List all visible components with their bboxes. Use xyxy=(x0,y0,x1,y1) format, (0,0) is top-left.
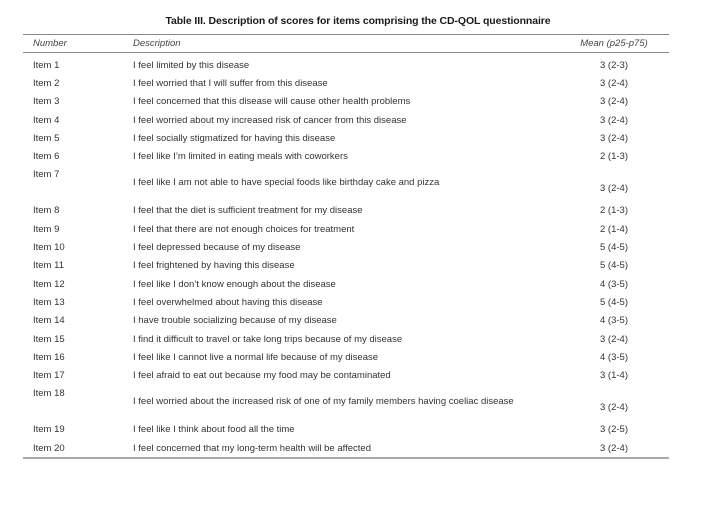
row-mean: 3 (2-4) xyxy=(600,401,628,413)
row-description: I feel that there are not enough choices for treatment xyxy=(133,223,355,235)
row-number: Item 19 xyxy=(33,424,65,436)
row-description: I feel concerned that my long-term health will be affected xyxy=(133,442,371,454)
row-description: I feel like I’m limited in eating meals with coworkers xyxy=(133,151,348,163)
row-mean: 5 (4-5) xyxy=(600,296,628,308)
row-mean: 5 (4-5) xyxy=(600,242,628,254)
header-description: Description xyxy=(133,38,181,49)
table-row xyxy=(23,275,669,293)
row-mean: 2 (1-3) xyxy=(600,205,628,217)
row-number: Item 3 xyxy=(33,96,60,108)
row-description: I feel limited by this disease xyxy=(133,59,250,71)
row-mean: 2 (1-4) xyxy=(600,223,628,235)
row-description: I feel like I don’t know enough about the disease xyxy=(133,278,336,290)
table-row xyxy=(23,202,669,220)
row-number: Item 14 xyxy=(33,315,65,327)
table-row xyxy=(23,330,669,348)
row-number: Item 1 xyxy=(33,59,60,71)
row-number: Item 20 xyxy=(33,442,65,454)
table-row xyxy=(23,366,669,384)
row-description: I feel worried about the increased risk of one of my family members having coeliac disease xyxy=(133,395,514,407)
row-mean: 3 (2-4) xyxy=(600,182,628,194)
row-description: I feel overwhelmed about having this disease xyxy=(133,296,323,308)
table-row xyxy=(23,93,669,111)
row-mean: 4 (3-5) xyxy=(600,278,628,290)
row-description: I feel afraid to eat out because my food may be contaminated xyxy=(133,370,391,382)
row-mean: 3 (2-3) xyxy=(600,59,628,71)
row-mean: 4 (3-5) xyxy=(600,351,628,363)
table-row xyxy=(23,147,669,165)
row-description: I feel like I think about food all the time xyxy=(133,424,295,436)
row-number: Item 4 xyxy=(33,114,60,126)
row-mean: 2 (1-3) xyxy=(600,151,628,163)
table-body xyxy=(23,56,669,457)
row-description: I feel socially stigmatized for having this disease xyxy=(133,132,336,144)
row-number: Item 6 xyxy=(33,151,60,163)
row-number: Item 8 xyxy=(33,205,60,217)
row-description: I find it difficult to travel or take long trips because of my disease xyxy=(133,333,403,345)
row-mean: 4 (3-5) xyxy=(600,315,628,327)
table-row xyxy=(23,74,669,92)
row-description: I feel concerned that this disease will cause other health problems xyxy=(133,96,411,108)
row-description: I feel worried that I will suffer from this disease xyxy=(133,77,328,89)
row-number: Item 5 xyxy=(33,132,60,144)
row-mean: 3 (2-4) xyxy=(600,333,628,345)
scores-table xyxy=(23,34,669,459)
table-row xyxy=(23,238,669,256)
row-description: I feel like I am not able to have special foods like birthday cake and pizza xyxy=(133,176,440,188)
row-number: Item 18 xyxy=(33,387,65,399)
table-row xyxy=(23,312,669,330)
row-description: I feel frightened by having this disease xyxy=(133,260,295,272)
row-mean: 5 (4-5) xyxy=(600,260,628,272)
table-row xyxy=(23,220,669,238)
table-row xyxy=(23,421,669,439)
row-description: I feel that the diet is sufficient treatment for my disease xyxy=(133,205,363,217)
row-mean: 3 (2-4) xyxy=(600,77,628,89)
row-description: I have trouble socializing because of my disease xyxy=(133,315,337,327)
row-number: Item 15 xyxy=(33,333,65,345)
header-mean: Mean (p25-p75) xyxy=(580,38,648,49)
table-row xyxy=(23,439,669,457)
row-number: Item 12 xyxy=(33,278,65,290)
row-description: I feel worried about my increased risk of cancer from this disease xyxy=(133,114,407,126)
row-number: Item 11 xyxy=(33,260,64,272)
table-row xyxy=(23,348,669,366)
row-number: Item 13 xyxy=(33,296,65,308)
row-mean: 3 (2-4) xyxy=(600,442,628,454)
table-row xyxy=(23,111,669,129)
row-mean: 3 (1-4) xyxy=(600,370,628,382)
row-mean: 3 (2-5) xyxy=(600,424,628,436)
table-row xyxy=(23,385,669,421)
row-number: Item 10 xyxy=(33,242,65,254)
row-number: Item 7 xyxy=(33,168,60,180)
row-mean: 3 (2-4) xyxy=(600,132,628,144)
row-description: I feel like I cannot live a normal life because of my disease xyxy=(133,351,379,363)
row-mean: 3 (2-4) xyxy=(600,96,628,108)
table-header-row xyxy=(23,35,669,52)
row-number: Item 16 xyxy=(33,351,65,363)
row-mean: 3 (2-4) xyxy=(600,114,628,126)
table-row xyxy=(23,129,669,147)
table-bottom-rule xyxy=(23,457,669,459)
table-row xyxy=(23,257,669,275)
row-number: Item 17 xyxy=(33,370,65,382)
header-number: Number xyxy=(33,38,67,49)
row-description: I feel depressed because of my disease xyxy=(133,242,301,254)
table-row xyxy=(23,56,669,74)
table-title: Table III. Description of scores for items comprising the CD-QOL questionnaire xyxy=(165,15,551,27)
table-row xyxy=(23,293,669,311)
row-number: Item 2 xyxy=(33,77,60,89)
table-row xyxy=(23,166,669,202)
row-number: Item 9 xyxy=(33,223,60,235)
